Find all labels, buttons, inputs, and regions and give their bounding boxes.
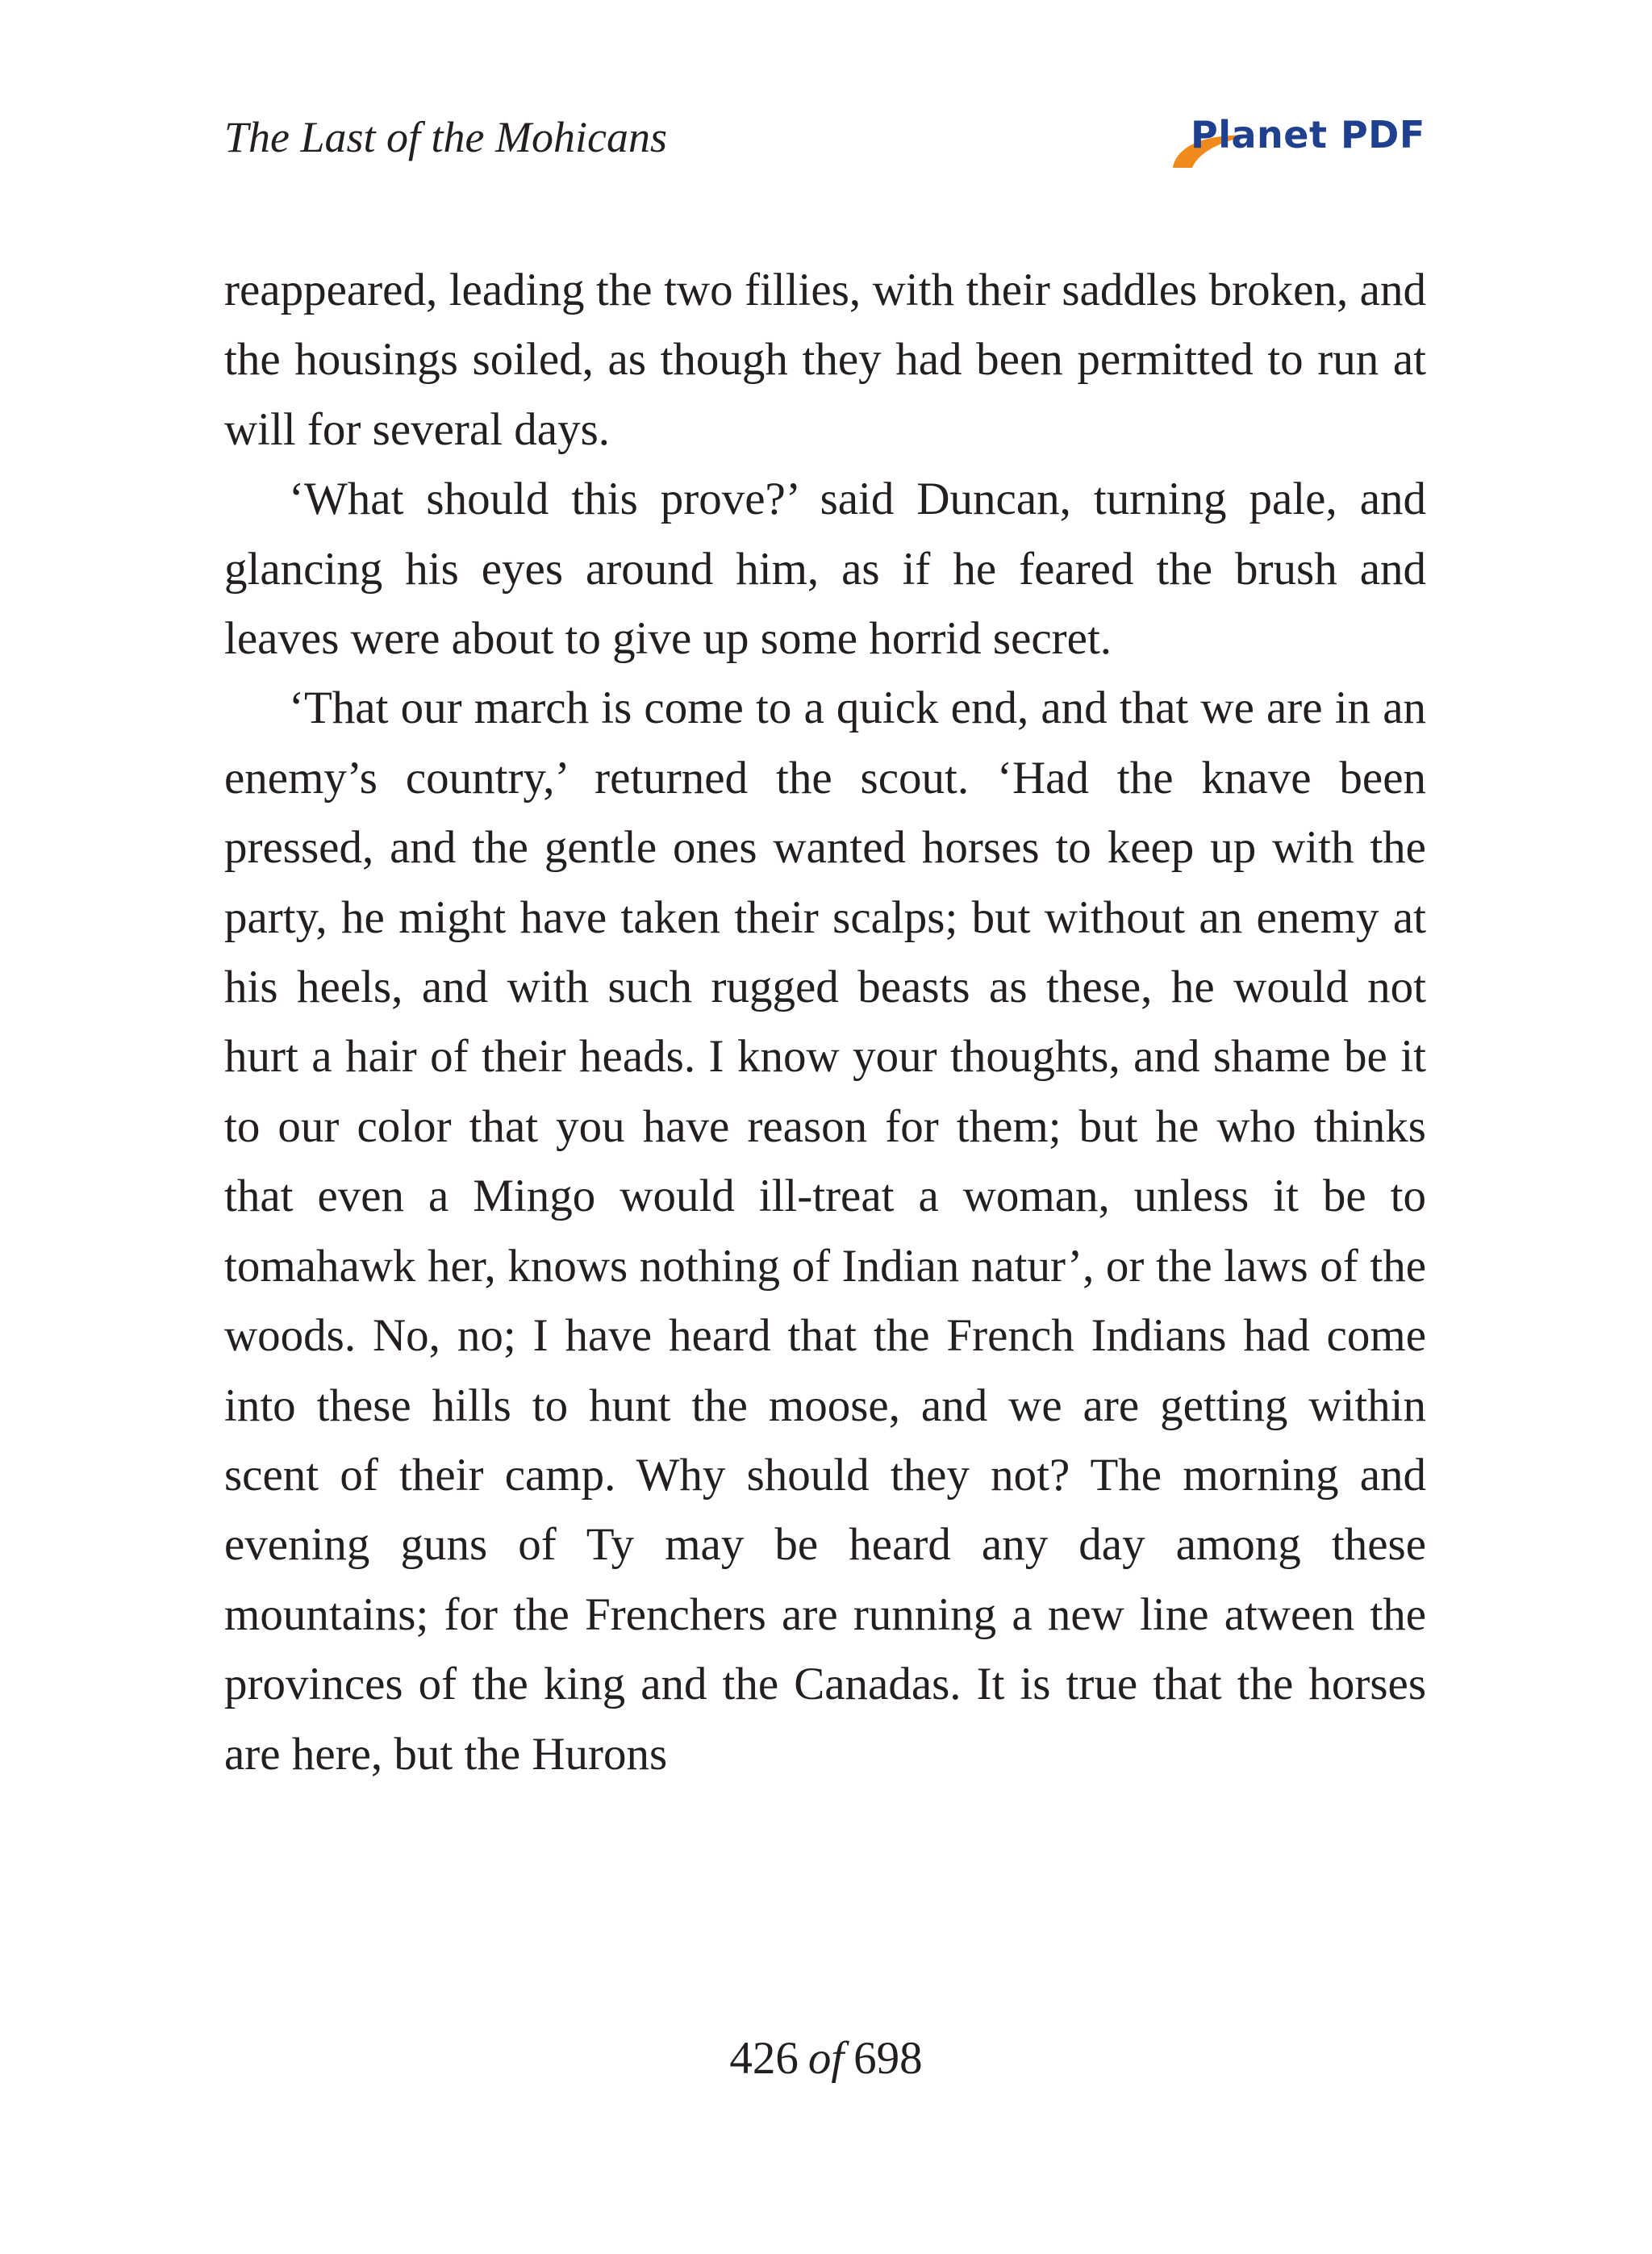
total-pages: 698: [853, 2033, 923, 2084]
planet-pdf-logo: [1168, 108, 1426, 169]
paragraph: ‘What should this prove?’ said Duncan, turning pale, and glancing his eyes around him, as if he feared the brush and leaves were about to give up some horrid secret.: [224, 474, 1426, 665]
of-label: of: [807, 2033, 845, 2084]
page-body: [224, 256, 1426, 1789]
paragraph: ‘That our march is come to a quick end, and that we are in an enemy’s country,’ returned the scout. ‘Had the knave been pressed, and the gentle ones wanted horses to keep up with the party, he might have taken their scalps; but without an enemy at his heels, and with such rugged beasts as these, he would not hurt a hair of their heads. I know your thoughts, and shame be it to our color that you have reason for them; but he who thinks that even a Mingo would ill-treat a woman, unless it be to tomahawk her, knows nothing of Indian natur’, or the laws of the woods. No, no; I have heard that the French Indians had come into these hills to hunt the moose, and we are getting within scent of their camp. Why should they not? The morning and evening guns of Ty may be heard any day among these mountains; for the Frenchers are running a new line atween the provinces of the king and the Canadas. It is true that the horses are here, but the Hurons: [224, 682, 1426, 1780]
page-number-footer: [0, 2027, 1652, 2091]
paragraph-continued: reappeared, leading the two fillies, with their saddles broken, and the housings soiled, as though they had been permitted to run at will for several days.: [224, 265, 1426, 455]
running-title: The Last of the Mohicans: [224, 113, 667, 161]
current-page-number: 426: [729, 2033, 799, 2084]
page-header: [224, 105, 1426, 169]
logo-text: Planet PDF: [1191, 113, 1425, 157]
